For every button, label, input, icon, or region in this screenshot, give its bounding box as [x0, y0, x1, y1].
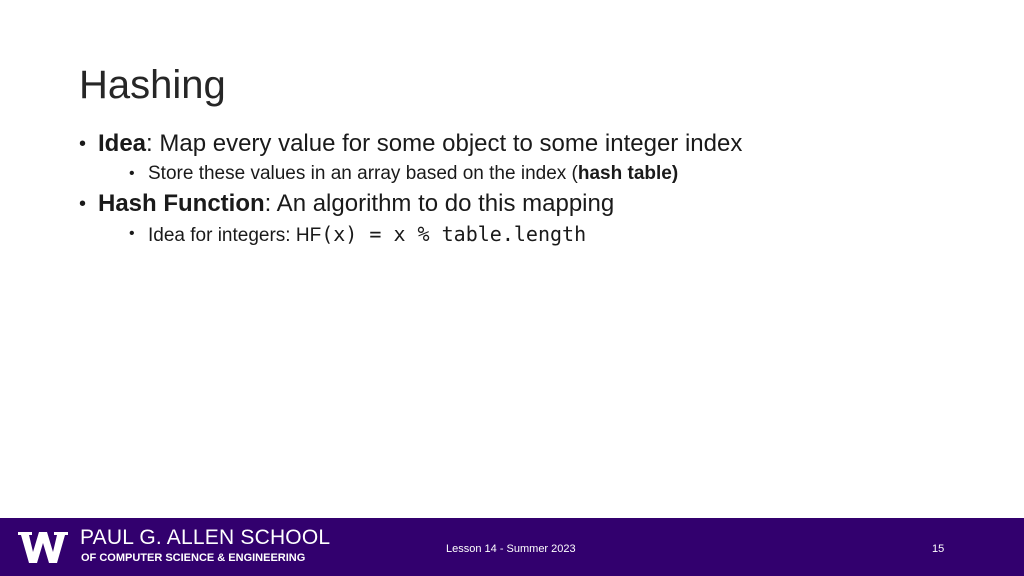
lesson-label: Lesson 14 - Summer 2023 [446, 543, 576, 555]
bullet-dot-icon: • [79, 193, 87, 215]
school-name: PAUL G. ALLEN SCHOOL [80, 526, 331, 549]
bullet-dot-icon: • [129, 225, 135, 242]
sub-bullet-hash-table-text: Store these values in an array based on the index ( [148, 163, 578, 184]
hash-function-code: (x) = x % table.length [321, 222, 587, 246]
bullet-idea [79, 128, 979, 160]
page-number: 15 [932, 543, 945, 555]
bullet-idea-term: Idea [98, 130, 147, 157]
bullet-hash-function-text: : An algorithm to do this mapping [264, 190, 615, 217]
slide-title: Hashing [79, 63, 226, 107]
uw-w-logo-icon [18, 528, 68, 566]
sub-bullet-hash-table-term: hash table) [577, 163, 679, 184]
bullet-hash-function-term: Hash Function [98, 190, 265, 217]
bullet-idea-text: : Map every value for some object to some integer index [146, 130, 743, 157]
bullet-hash-function [79, 188, 979, 220]
bullet-dot-icon: • [129, 165, 135, 182]
slide-body [79, 128, 979, 250]
footer-bar [0, 518, 1024, 576]
school-subtitle: OF COMPUTER SCIENCE & ENGINEERING [81, 552, 306, 564]
sub-bullet-integers [79, 220, 979, 250]
sub-bullet-integers-text: Idea for integers: HF [148, 225, 322, 246]
sub-bullet-hash-table [79, 160, 979, 188]
bullet-dot-icon: • [79, 133, 87, 155]
